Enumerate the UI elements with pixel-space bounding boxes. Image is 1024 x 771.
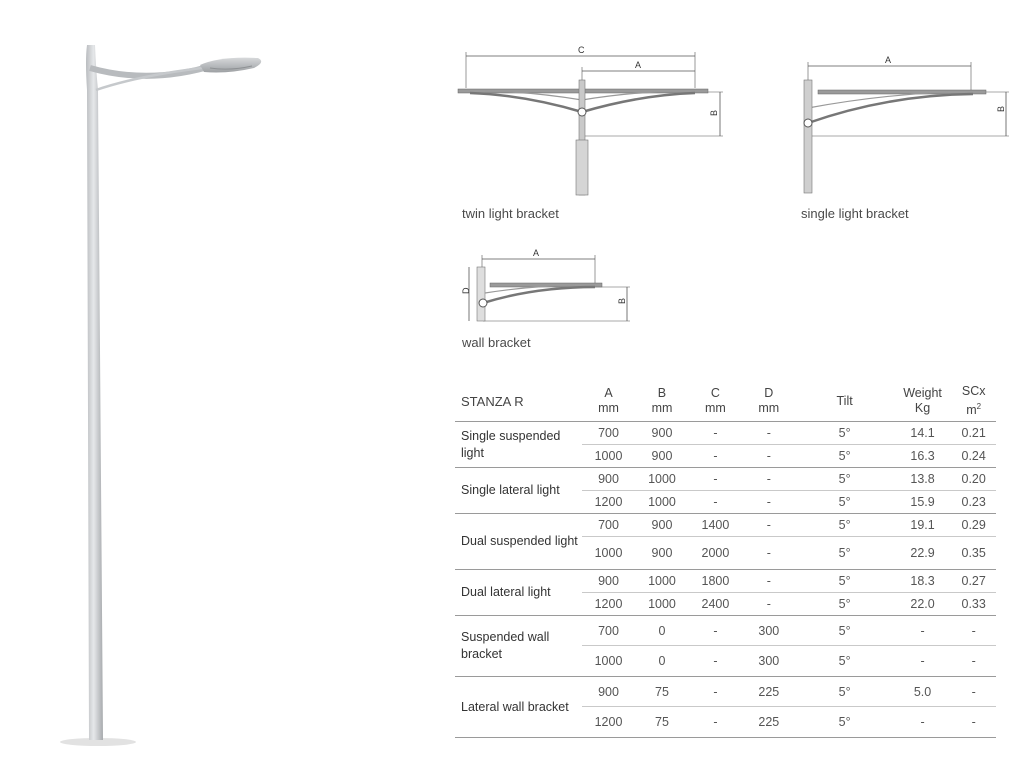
table-header-row bbox=[455, 381, 996, 422]
cell-b-mm: 75 bbox=[635, 707, 688, 738]
dimension-b-label: B bbox=[996, 105, 1006, 112]
twin-light-bracket-diagram bbox=[455, 40, 725, 200]
table-row bbox=[455, 616, 996, 646]
dimension-d-label: D bbox=[461, 287, 471, 294]
cell-d-mm: - bbox=[742, 593, 795, 616]
cell-tilt: 5° bbox=[795, 646, 893, 677]
cell-weight-kg: 16.3 bbox=[894, 445, 952, 468]
cell-d-mm: - bbox=[742, 570, 795, 593]
cell-tilt: 5° bbox=[795, 468, 893, 491]
cell-scx-m2: 0.23 bbox=[951, 491, 996, 514]
cell-a-mm: 1000 bbox=[582, 537, 635, 570]
row-group-name: Dual suspended light bbox=[455, 514, 582, 570]
column-header-d: D mm bbox=[742, 381, 795, 422]
single-light-bracket-diagram bbox=[798, 50, 1013, 195]
cell-c-mm: - bbox=[689, 491, 742, 514]
cell-weight-kg: 19.1 bbox=[894, 514, 952, 537]
column-header-tilt: Tilt bbox=[795, 381, 893, 422]
cell-weight-kg: - bbox=[894, 646, 952, 677]
column-header-b: B mm bbox=[635, 381, 688, 422]
row-group-name: Lateral wall bracket bbox=[455, 677, 582, 738]
cell-scx-m2: - bbox=[951, 616, 996, 646]
cell-c-mm: - bbox=[689, 616, 742, 646]
cell-d-mm: - bbox=[742, 468, 795, 491]
cell-a-mm: 900 bbox=[582, 570, 635, 593]
cell-c-mm: - bbox=[689, 677, 742, 707]
cell-d-mm: - bbox=[742, 514, 795, 537]
cell-d-mm: 300 bbox=[742, 646, 795, 677]
cell-weight-kg: - bbox=[894, 616, 952, 646]
cell-weight-kg: 15.9 bbox=[894, 491, 952, 514]
dimension-a-label: A bbox=[635, 60, 642, 70]
cell-b-mm: 1000 bbox=[635, 593, 688, 616]
cell-weight-kg: 18.3 bbox=[894, 570, 952, 593]
cell-c-mm: - bbox=[689, 422, 742, 445]
cell-b-mm: 900 bbox=[635, 537, 688, 570]
cell-tilt: 5° bbox=[795, 593, 893, 616]
dimension-a-label: A bbox=[885, 55, 892, 65]
cell-b-mm: 1000 bbox=[635, 468, 688, 491]
cell-c-mm: - bbox=[689, 646, 742, 677]
cell-tilt: 5° bbox=[795, 707, 893, 738]
column-header-a: A mm bbox=[582, 381, 635, 422]
table-row bbox=[455, 468, 996, 491]
cell-c-mm: - bbox=[689, 468, 742, 491]
cell-d-mm: - bbox=[742, 445, 795, 468]
cell-c-mm: - bbox=[689, 707, 742, 738]
cell-tilt: 5° bbox=[795, 491, 893, 514]
cell-a-mm: 900 bbox=[582, 468, 635, 491]
cell-scx-m2: - bbox=[951, 707, 996, 738]
cell-scx-m2: 0.33 bbox=[951, 593, 996, 616]
cell-d-mm: 225 bbox=[742, 677, 795, 707]
cell-weight-kg: 14.1 bbox=[894, 422, 952, 445]
cell-weight-kg: 5.0 bbox=[894, 677, 952, 707]
row-group-name: Single lateral light bbox=[455, 468, 582, 514]
row-group-name: Dual lateral light bbox=[455, 570, 582, 616]
cell-scx-m2: 0.35 bbox=[951, 537, 996, 570]
column-header-c: C mm bbox=[689, 381, 742, 422]
cell-b-mm: 0 bbox=[635, 646, 688, 677]
cell-tilt: 5° bbox=[795, 570, 893, 593]
table-row bbox=[455, 677, 996, 707]
cell-a-mm: 700 bbox=[582, 514, 635, 537]
cell-tilt: 5° bbox=[795, 514, 893, 537]
cell-a-mm: 900 bbox=[582, 677, 635, 707]
cell-b-mm: 900 bbox=[635, 445, 688, 468]
cell-tilt: 5° bbox=[795, 677, 893, 707]
dimension-b-label: B bbox=[617, 297, 627, 304]
dimension-a-label: A bbox=[533, 248, 540, 258]
cell-scx-m2: 0.20 bbox=[951, 468, 996, 491]
cell-d-mm: - bbox=[742, 537, 795, 570]
cell-b-mm: 1000 bbox=[635, 570, 688, 593]
table-title: STANZA R bbox=[455, 381, 582, 422]
cell-c-mm: - bbox=[689, 445, 742, 468]
cell-d-mm: 225 bbox=[742, 707, 795, 738]
table-row bbox=[455, 570, 996, 593]
table-row bbox=[455, 514, 996, 537]
single-bracket-caption: single light bracket bbox=[801, 206, 909, 221]
dimension-c-label: C bbox=[578, 45, 585, 55]
cell-a-mm: 700 bbox=[582, 422, 635, 445]
cell-weight-kg: 22.0 bbox=[894, 593, 952, 616]
cell-weight-kg: - bbox=[894, 707, 952, 738]
table-row bbox=[455, 422, 996, 445]
cell-scx-m2: 0.27 bbox=[951, 570, 996, 593]
cell-a-mm: 700 bbox=[582, 616, 635, 646]
wall-bracket-caption: wall bracket bbox=[462, 335, 531, 350]
cell-a-mm: 1000 bbox=[582, 445, 635, 468]
cell-tilt: 5° bbox=[795, 445, 893, 468]
wall-bracket-diagram bbox=[455, 245, 635, 330]
cell-d-mm: - bbox=[742, 422, 795, 445]
cell-tilt: 5° bbox=[795, 537, 893, 570]
cell-scx-m2: 0.24 bbox=[951, 445, 996, 468]
row-group-name: Suspended wall bracket bbox=[455, 616, 582, 677]
cell-a-mm: 1200 bbox=[582, 707, 635, 738]
cell-scx-m2: - bbox=[951, 646, 996, 677]
cell-c-mm: 1800 bbox=[689, 570, 742, 593]
cell-c-mm: 2000 bbox=[689, 537, 742, 570]
row-group-name: Single suspended light bbox=[455, 422, 582, 468]
cell-tilt: 5° bbox=[795, 616, 893, 646]
twin-bracket-caption: twin light bracket bbox=[462, 206, 559, 221]
cell-c-mm: 1400 bbox=[689, 514, 742, 537]
cell-c-mm: 2400 bbox=[689, 593, 742, 616]
cell-a-mm: 1000 bbox=[582, 646, 635, 677]
cell-b-mm: 1000 bbox=[635, 491, 688, 514]
cell-d-mm: - bbox=[742, 491, 795, 514]
street-light-pole-image bbox=[40, 30, 300, 760]
column-header-scx: SCx $m^2$ bbox=[951, 381, 996, 422]
column-header-weight: Weight Kg bbox=[894, 381, 952, 422]
cell-a-mm: 1200 bbox=[582, 491, 635, 514]
cell-b-mm: 75 bbox=[635, 677, 688, 707]
cell-scx-m2: 0.29 bbox=[951, 514, 996, 537]
cell-weight-kg: 22.9 bbox=[894, 537, 952, 570]
cell-tilt: 5° bbox=[795, 422, 893, 445]
cell-weight-kg: 13.8 bbox=[894, 468, 952, 491]
cell-scx-m2: - bbox=[951, 677, 996, 707]
cell-a-mm: 1200 bbox=[582, 593, 635, 616]
specification-table bbox=[455, 381, 996, 738]
dimension-b-label: B bbox=[709, 109, 719, 116]
cell-d-mm: 300 bbox=[742, 616, 795, 646]
cell-b-mm: 900 bbox=[635, 422, 688, 445]
cell-b-mm: 0 bbox=[635, 616, 688, 646]
cell-scx-m2: 0.21 bbox=[951, 422, 996, 445]
cell-b-mm: 900 bbox=[635, 514, 688, 537]
